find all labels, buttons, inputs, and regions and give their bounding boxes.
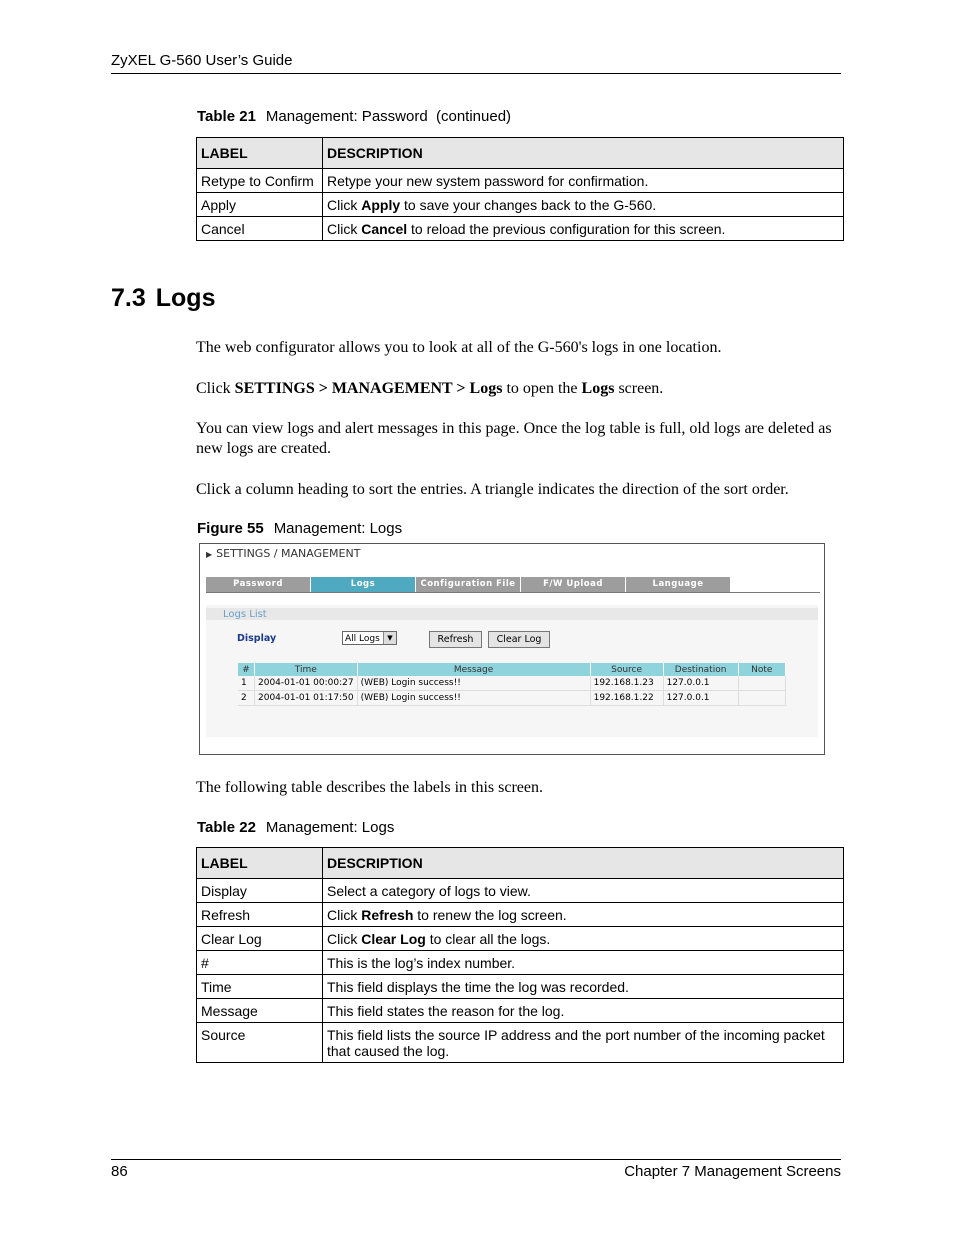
table-row [197,879,844,903]
figure-55-number: Figure 55 [197,520,264,537]
section-number: 7.3 [111,284,146,312]
tab-configuration-file[interactable]: Configuration File [416,577,521,592]
logs-panel [206,605,818,737]
chapter-title: Chapter 7 Management Screens [624,1163,841,1180]
table-row [197,193,844,217]
table-21-caption [197,108,511,125]
log-source: 192.168.1.23 [590,676,663,691]
column-header-message[interactable]: Message [357,663,590,676]
row-label: Clear Log [197,927,323,951]
clear-log-button[interactable]: Clear Log [488,631,550,648]
table-22-header-label: LABEL [197,848,323,879]
screen-title-text: SETTINGS / MANAGEMENT [216,547,361,560]
row-label: Message [197,999,323,1023]
page-number: 86 [111,1163,128,1180]
section-heading [111,284,215,313]
table-row [238,691,786,706]
display-select-value: All Logs [345,634,380,644]
table-row [197,927,844,951]
log-message: (WEB) Login success!! [357,691,590,706]
table-row [197,1023,844,1063]
log-time: 2004-01-01 01:17:50 [255,691,358,706]
table-22-caption [197,819,394,836]
table-row [197,217,844,241]
row-description: This field states the reason for the log. [323,999,844,1023]
display-label: Display [237,633,277,644]
table-21-title: Management: Password (continued) [265,108,512,125]
table-row [197,951,844,975]
tab-fw-upload[interactable]: F/W Upload [521,577,626,592]
row-label: Time [197,975,323,999]
log-message: (WEB) Login success!! [357,676,590,691]
log-time: 2004-01-01 00:00:27 [255,676,358,691]
figure-55-caption [197,520,402,537]
row-label: Cancel [197,217,323,241]
row-description: Click Refresh to renew the log screen. [323,903,844,927]
table-row [238,676,786,691]
row-description: Click Clear Log to clear all the logs. [323,927,844,951]
table-row [197,169,844,193]
header-title: ZyXEL G-560 User’s Guide [111,52,293,69]
column-header-time[interactable]: Time [255,663,358,676]
table-21-number: Table 21 [197,108,256,125]
row-label: Source [197,1023,323,1063]
tab-password[interactable]: Password [206,577,311,592]
column-header-index[interactable]: # [238,663,255,676]
log-index: 2 [238,691,255,706]
tab-bar [206,577,820,593]
log-destination: 127.0.0.1 [663,676,738,691]
row-description: Retype your new system password for confirmation. [323,169,844,193]
row-label: Refresh [197,903,323,927]
log-source: 192.168.1.22 [590,691,663,706]
chevron-down-icon[interactable]: ▼ [383,632,396,644]
table-21 [196,137,844,241]
tab-language[interactable]: Language [626,577,731,592]
logs-table [238,663,786,706]
row-label: Display [197,879,323,903]
log-note [738,676,785,691]
table-22-header-description: DESCRIPTION [323,848,844,879]
log-index: 1 [238,676,255,691]
tab-divider [206,592,820,593]
row-description: This field lists the source IP address and the port number of the incoming packet that caused the log. [323,1023,844,1063]
tab-logs[interactable]: Logs [311,577,416,592]
table-21-header-label: LABEL [197,138,323,169]
play-arrow-icon: ▶ [206,550,213,559]
refresh-button[interactable]: Refresh [429,631,482,648]
table-21-header-description: DESCRIPTION [323,138,844,169]
running-header [111,52,841,74]
panel-title: Logs List [223,609,267,620]
row-description: This field displays the time the log was recorded. [323,975,844,999]
log-note [738,691,785,706]
screen-title [206,547,360,560]
display-select[interactable] [342,631,397,645]
logs-screenshot-figure [199,543,825,755]
row-label: Retype to Confirm [197,169,323,193]
table-22 [196,847,844,1063]
paragraph-sort-info: Click a column heading to sort the entries. A triangle indicates the direction of the sort order. [196,481,789,498]
paragraph-table-intro: The following table describes the labels in this screen. [196,779,544,796]
paragraph-intro: The web configurator allows you to look at all of the G-560's logs in one location. [196,339,722,356]
log-destination: 127.0.0.1 [663,691,738,706]
row-description: This is the log’s index number. [323,951,844,975]
row-description: Click Apply to save your changes back to the G-560. [323,193,844,217]
page-footer [111,1159,841,1180]
row-description: Select a category of logs to view. [323,879,844,903]
table-row [197,903,844,927]
paragraph-navigation: Click SETTINGS > MANAGEMENT > Logs to open the Logs screen. [196,380,664,397]
table-22-title: Management: Logs [265,819,395,836]
row-label: Apply [197,193,323,217]
table-row [197,999,844,1023]
table-row [197,975,844,999]
column-header-destination[interactable]: Destination [663,663,738,676]
column-header-source[interactable]: Source [590,663,663,676]
table-22-number: Table 22 [197,819,256,836]
row-description: Click Cancel to reload the previous configuration for this screen. [323,217,844,241]
paragraph-logs-info: You can view logs and alert messages in this page. Once the log table is full, old logs are deleted as new logs are created. [196,420,832,457]
figure-55-title: Management: Logs [273,520,403,537]
panel-header-bar [206,608,818,620]
section-title: Logs [155,284,216,312]
column-header-note[interactable]: Note [738,663,785,676]
row-label: # [197,951,323,975]
